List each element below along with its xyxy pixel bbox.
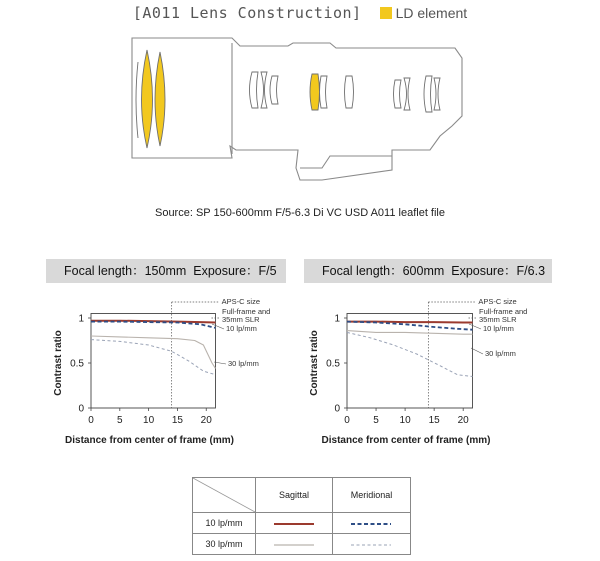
y-tick-label: 0.5 bbox=[70, 358, 84, 370]
x-tick-label: 15 bbox=[171, 415, 183, 426]
legend-10lp-meridional-cell bbox=[332, 513, 410, 534]
y-axis-label: Contrast ratio bbox=[53, 330, 64, 396]
x-tick-label: 0 bbox=[88, 415, 94, 426]
legend-row-10lp: 10 lp/mm bbox=[193, 513, 256, 534]
full-frame-annotation-line1: Full-frame and bbox=[479, 307, 528, 316]
x-tick-label: 10 bbox=[399, 415, 411, 426]
ld-legend-label: LD element bbox=[395, 5, 468, 21]
series-line bbox=[347, 331, 473, 335]
label-10lp: 10 lp/mm bbox=[226, 324, 257, 333]
y-tick-label: 1 bbox=[334, 313, 340, 325]
y-tick-label: 0 bbox=[78, 403, 84, 415]
full-frame-annotation-line2: 35mm SLR bbox=[479, 315, 517, 324]
legend-corner-cell bbox=[193, 478, 256, 513]
x-tick-label: 5 bbox=[373, 415, 379, 426]
focal-length-label: Focal length：150mm bbox=[64, 264, 187, 278]
x-tick-label: 15 bbox=[428, 415, 440, 426]
label-30lp: 30 lp/mm bbox=[228, 359, 259, 368]
label-30lp: 30 lp/mm bbox=[485, 349, 516, 358]
y-tick-label: 1 bbox=[78, 313, 84, 325]
legend-col-sagittal: Sagittal bbox=[256, 478, 333, 513]
legend-col-meridional: Meridional bbox=[332, 478, 410, 513]
x-axis-label: Distance from center of frame (mm) bbox=[321, 435, 491, 446]
x-tick-label: 0 bbox=[344, 415, 350, 426]
exposure-label: Exposure：F/6.3 bbox=[451, 264, 546, 278]
exposure-label: Exposure：F/5 bbox=[193, 264, 277, 278]
legend-30lp-sagittal-cell bbox=[256, 534, 333, 555]
apsc-annotation: APS-C size bbox=[221, 297, 261, 306]
legend-30lp-meridional-cell bbox=[332, 534, 410, 555]
legend-row-30lp: 30 lp/mm bbox=[193, 534, 256, 555]
series-line bbox=[347, 322, 473, 323]
mtf-legend-table bbox=[192, 477, 411, 555]
label-10lp-leader bbox=[469, 324, 481, 329]
source-note: Source: SP 150-600mm F/5-6.3 Di VC USD A011 leaflet file bbox=[154, 207, 445, 219]
x-tick-label: 10 bbox=[143, 415, 155, 426]
legend-10lp-sagittal-cell bbox=[256, 513, 333, 534]
series-line bbox=[347, 332, 473, 376]
x-tick-label: 5 bbox=[117, 415, 123, 426]
x-tick-label: 20 bbox=[200, 415, 212, 426]
y-tick-label: 0 bbox=[334, 403, 340, 415]
focal-length-label: Focal length：600mm bbox=[322, 264, 445, 278]
full-frame-annotation-line2: 35mm SLR bbox=[222, 315, 260, 324]
lens-construction-title: [A011 Lens Construction] bbox=[132, 4, 362, 22]
y-tick-label: 0.5 bbox=[326, 358, 340, 370]
apsc-annotation: APS-C size bbox=[478, 297, 517, 306]
y-axis-label: Contrast ratio bbox=[309, 330, 320, 396]
x-tick-label: 20 bbox=[457, 415, 469, 426]
legend-diagonal bbox=[193, 478, 255, 512]
full-frame-annotation-line1: Full-frame and bbox=[222, 307, 271, 316]
label-10lp: 10 lp/mm bbox=[483, 324, 514, 333]
x-axis-label: Distance from center of frame (mm) bbox=[65, 435, 234, 446]
